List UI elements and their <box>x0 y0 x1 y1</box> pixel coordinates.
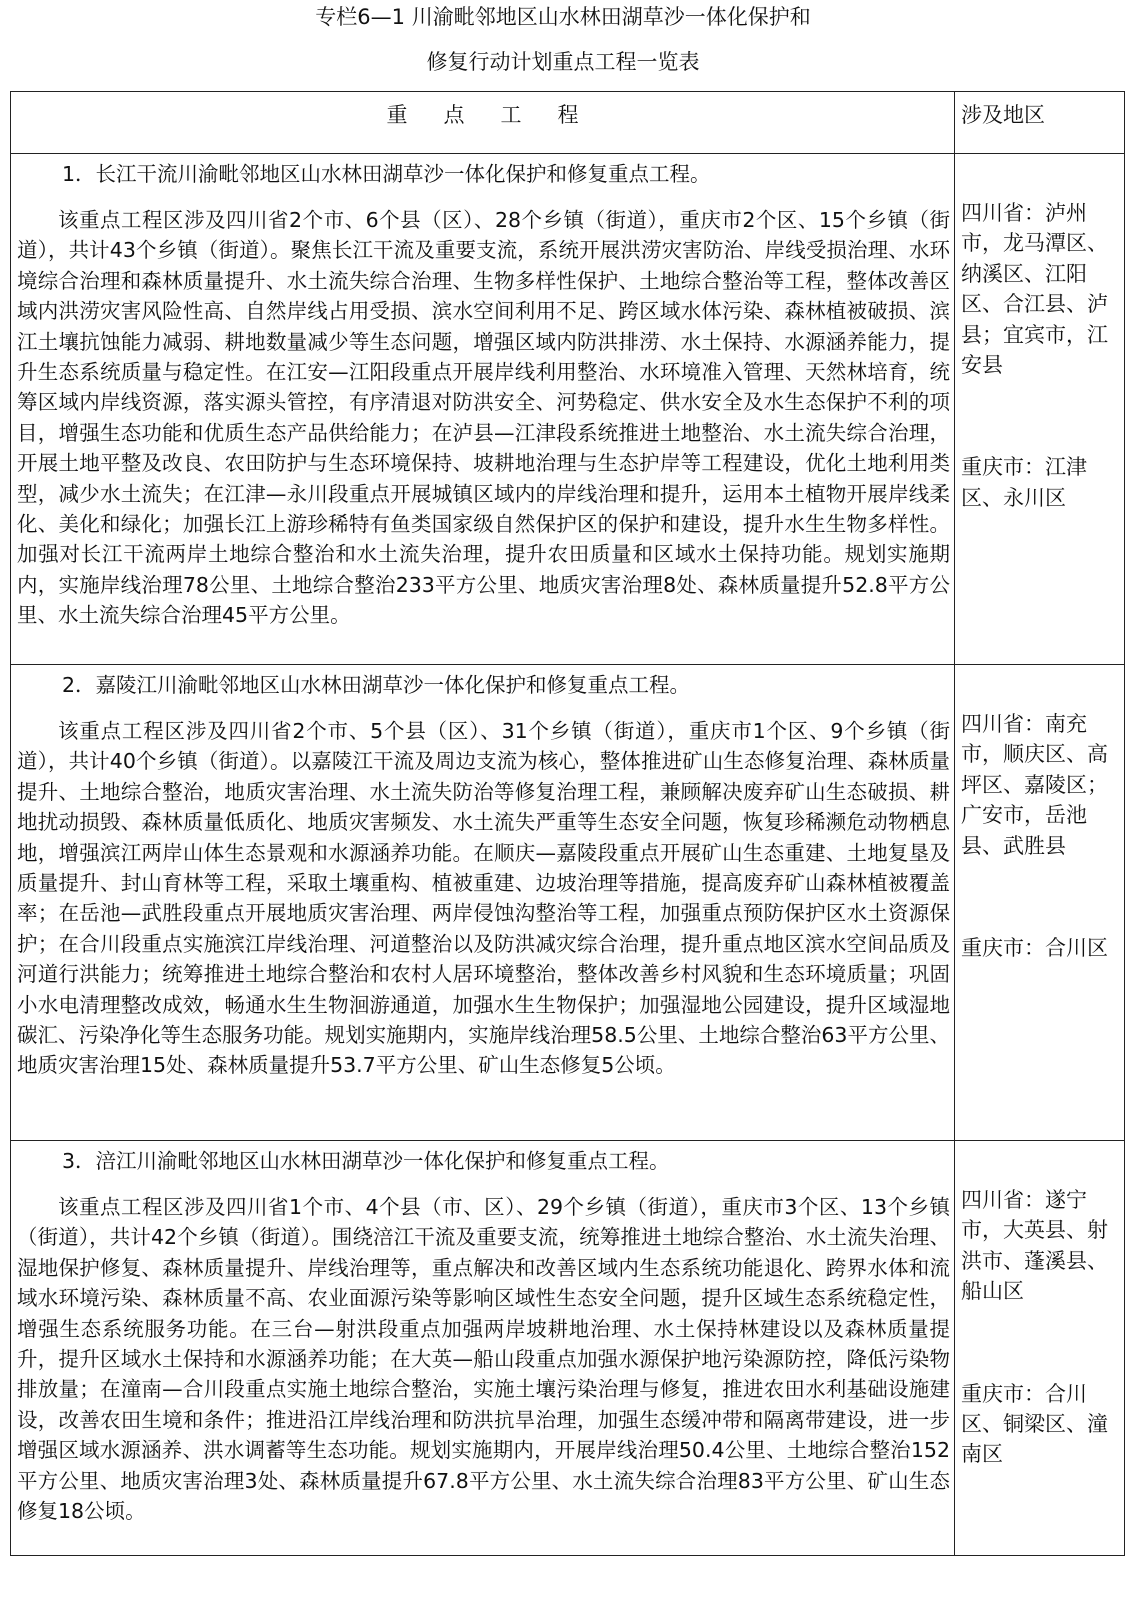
header-key-projects-label: 重点工程 <box>386 103 615 127</box>
header-regions-label: 涉及地区 <box>961 103 1045 127</box>
region-cell <box>955 665 1125 1141</box>
region-chongqing: 重庆市：合川区、铜梁区、潼南区 <box>961 1381 1108 1467</box>
header-key-projects <box>11 92 955 154</box>
table-row <box>11 1141 1125 1556</box>
project-description: 该重点工程区涉及四川省2个市、6个县（区）、28个乡镇（街道），重庆市2个区、15个乡镇（街道），共计43个乡镇（街道）。聚焦长江干流及重要支流，系统开展洪涝灾害防治、岸线受损治理、水环境综合治理和森林质量提升、水土流失综合治理、生物多样性保护、土地综合整治等工程，整体改善区域内洪涝灾害风险性高、自然岸线占用受损、滨水空间利用不足、跨区域水体污染、森林植被破损、滨江土壤抗蚀能力减弱、耕地数量减少等生态问题，增强区域内防洪排涝、水土保持、水源涵养能力，提升生态系统质量与稳定性。在江安—江阳段重点开展岸线利用整治、水环境准入管理、天然林培育，统筹区域内岸线资源，落实源头管控，有序清退对防洪安全、河势稳定、供水安全及水生态保护不利的项目，增强生态功能和优质生态产品供给能力；在泸县—江津段系统推进土地整治、水土流失综合治理，开展土地平整及改良、农田防护与生态环境保持、坡耕地治理与生态护岸等工程建设，优化土地利用类型，减少水土流失；在江津—永川段重点开展城镇区域内的岸线治理和提升，运用本土植物开展岸线柔化、美化和绿化；加强长江上游珍稀特有鱼类国家级自然保护区的保护和建设，提升水生生物多样性。加强对长江干流两岸土地综合整治和水土流失治理，提升农田质量和区域水土保持功能。规划实施期内，实施岸线治理78公里、土地综合整治233平方公里、地质灾害治理8处、森林质量提升52.8平方公里、水土流失综合治理45平方公里。 <box>17 208 950 628</box>
document-title-line-1: 专栏6—1 川渝毗邻地区山水林田湖草沙一体化保护和 <box>315 5 811 29</box>
region-cell <box>955 1141 1125 1556</box>
table-header-row <box>11 92 1125 154</box>
table-row <box>11 665 1125 1141</box>
key-projects-table <box>10 91 1125 1556</box>
table-row <box>11 154 1125 665</box>
project-title: 1．长江干流川渝毗邻地区山水林田湖草沙一体化保护和修复重点工程。 <box>62 162 711 186</box>
region-chongqing: 重庆市：合川区 <box>961 936 1108 961</box>
header-regions <box>955 92 1125 154</box>
project-cell <box>11 665 955 1141</box>
region-sichuan: 四川省：遂宁市，大英县、射洪市、蓬溪县、船山区 <box>961 1188 1108 1304</box>
project-title: 2．嘉陵江川渝毗邻地区山水林田湖草沙一体化保护和修复重点工程。 <box>62 673 691 697</box>
region-cell <box>955 154 1125 665</box>
region-sichuan: 四川省：泸州市，龙马潭区、纳溪区、江阳区、合江县、泸县；宜宾市，江安县 <box>961 201 1108 378</box>
project-cell <box>11 1141 955 1556</box>
region-chongqing: 重庆市：江津区、永川区 <box>961 455 1087 510</box>
region-sichuan: 四川省：南充市，顺庆区、高坪区、嘉陵区；广安市，岳池县、武胜县 <box>961 712 1108 858</box>
project-cell <box>11 154 955 665</box>
project-description: 该重点工程区涉及四川省2个市、5个县（区）、31个乡镇（街道），重庆市1个区、9个乡镇（街道），共计40个乡镇（街道）。以嘉陵江干流及周边支流为核心，整体推进矿山生态修复治理、森林质量提升、土地综合整治，地质灾害治理、水土流失防治等修复治理工程，兼顾解决废弃矿山生态破损、耕地扰动损毁、森林质量低质化、地质灾害频发、水土流失严重等生态安全问题，恢复珍稀濒危动物栖息地，增强滨江两岸山体生态景观和水源涵养功能。在顺庆—嘉陵段重点开展矿山生态重建、土地复垦及质量提升、封山育林等工程，采取土壤重构、植被重建、边坡治理等措施，提高废弃矿山森林植被覆盖率；在岳池—武胜段重点开展地质灾害治理、两岸侵蚀沟整治等工程，加强重点预防保护区水土资源保护；在合川段重点实施滨江岸线治理、河道整治以及防洪减灾综合治理，提升重点地区滨水空间品质及河道行洪能力；统筹推进土地综合整治和农村人居环境整治，整体改善乡村风貌和生态环境质量；巩固小水电清理整改成效，畅通水生生物洄游通道，加强水生生物保护；加强湿地公园建设，提升区域湿地碳汇、污染净化等生态服务功能。规划实施期内，实施岸线治理58.5公里、土地综合整治63平方公里、地质灾害治理15处、森林质量提升53.7平方公里、矿山生态修复5公顷。 <box>17 719 950 1078</box>
project-description: 该重点工程区涉及四川省1个市、4个县（市、区）、29个乡镇（街道），重庆市3个区、13个乡镇（街道），共计42个乡镇（街道）。围绕涪江干流及重要支流，统筹推进土地综合整治、水土流失治理、湿地保护修复、森林质量提升、岸线治理等，重点解决和改善区域内生态系统功能退化、跨界水体和流域水环境污染、森林质量不高、农业面源污染等影响区域性生态安全问题，提升区域生态系统稳定性，增强生态系统服务功能。在三台—射洪段重点加强两岸坡耕地治理、水土保持林建设以及森林质量提升，提升区域水土保持和水源涵养功能；在大英—船山段重点加强水源保护地污染源防控，降低污染物排放量；在潼南—合川段重点实施土地综合整治，实施土壤污染治理与修复，推进农田水利基础设施建设，改善农田生境和条件；推进沿江岸线治理和防洪抗旱治理，加强生态缓冲带和隔离带建设，进一步增强区域水源涵养、洪水调蓄等生态功能。规划实施期内，开展岸线治理50.4公里、土地综合整治152平方公里、地质灾害治理3处、森林质量提升67.8平方公里、水土流失综合治理83平方公里、矿山生态修复18公顷。 <box>17 1195 950 1524</box>
project-title: 3．涪江川渝毗邻地区山水林田湖草沙一体化保护和修复重点工程。 <box>62 1149 670 1173</box>
document-title-line-2: 修复行动计划重点工程一览表 <box>426 50 700 74</box>
